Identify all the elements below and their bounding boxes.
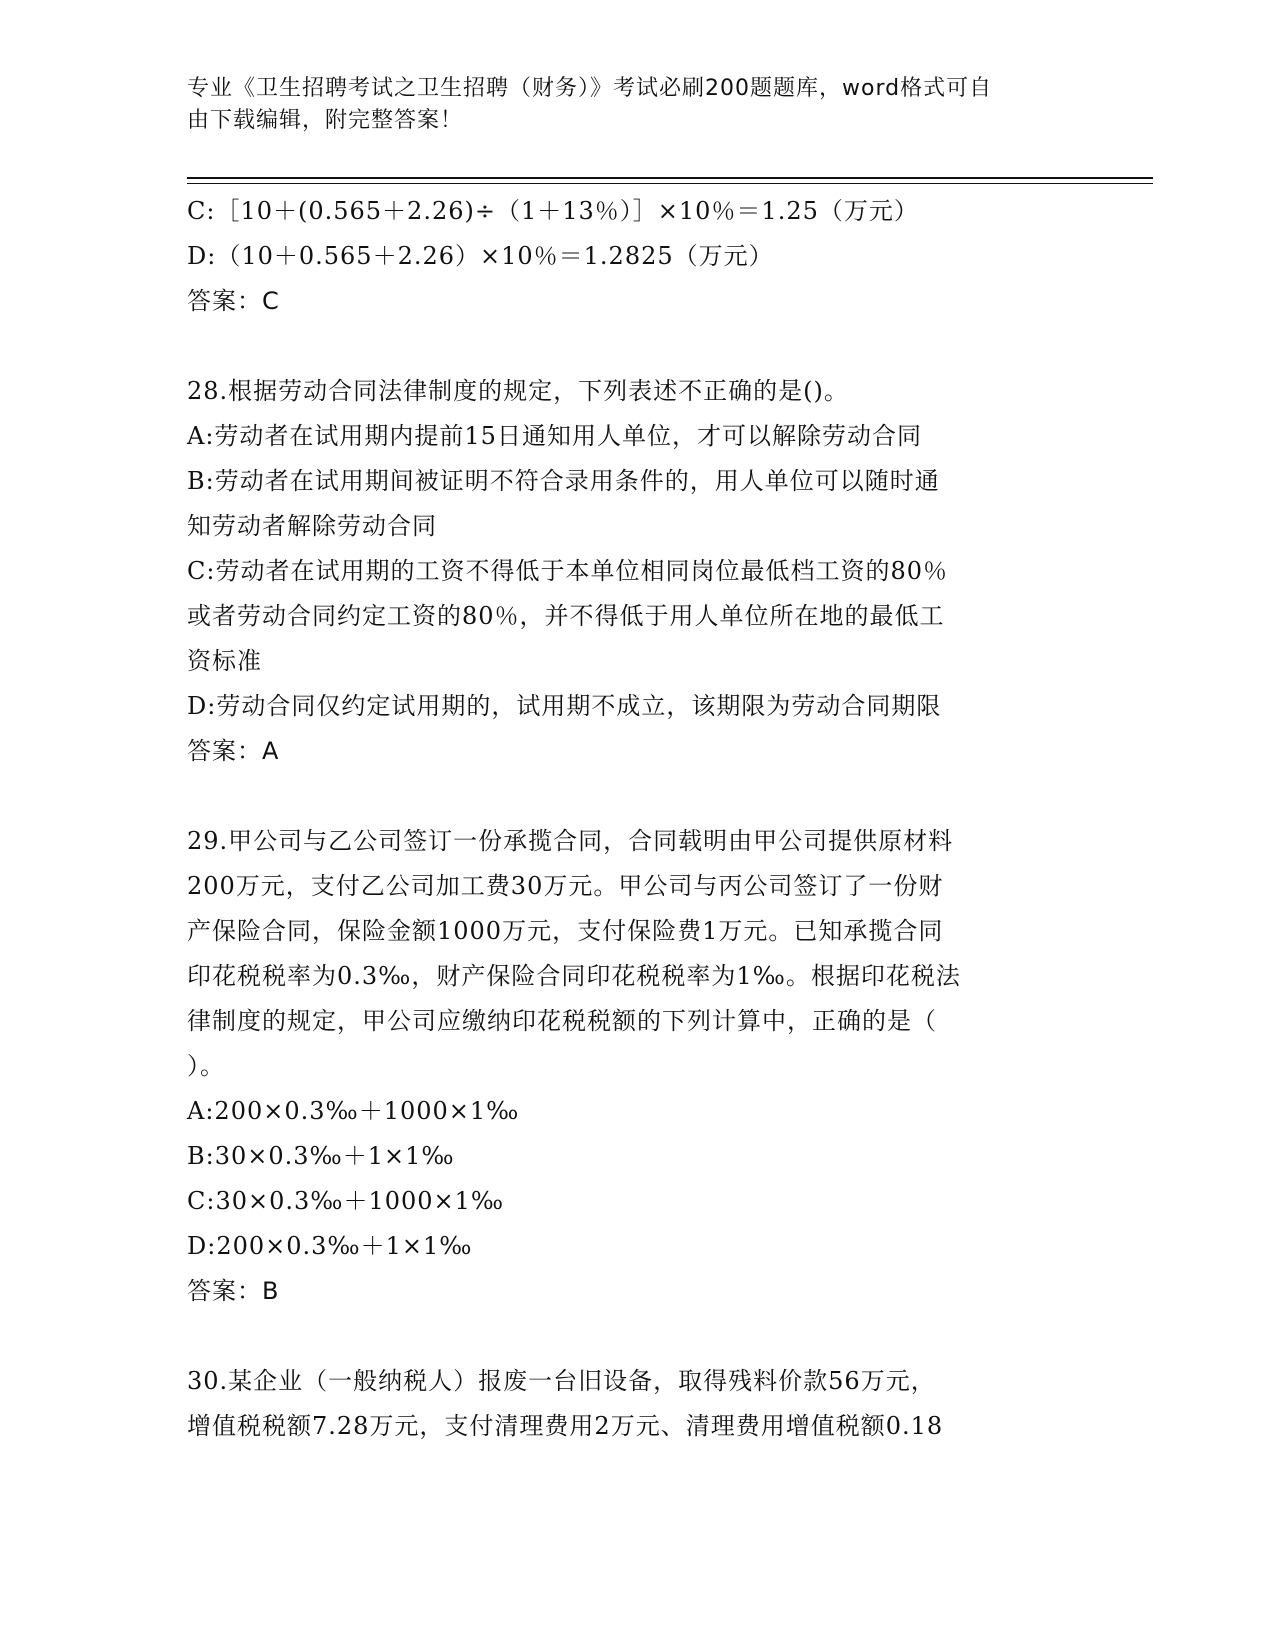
option-b-continued: 知劳动者解除劳动合同 [187,512,437,540]
question-text: 30.某企业（一般纳税人）报废一台旧设备，取得残料价款56万元， [187,1367,936,1395]
question-text-continued: 200万元，支付乙公司加工费30万元。甲公司与丙公司签订了一份财 [187,872,944,900]
option-c: C:劳动者在试用期的工资不得低于本单位相同岗位最低档工资的80％ [187,557,948,585]
header-divider-thick [187,177,1153,179]
option-a: A:200×0.3‰＋1000×1‰ [187,1097,520,1125]
question-text-continued: ）。 [187,1052,225,1080]
option-c-continued: 或者劳动合同约定工资的80％，并不得低于用人单位所在地的最低工 [187,602,945,630]
question-text-continued: 产保险合同，保险金额1000万元，支付保险费1万元。已知承揽合同 [187,917,944,945]
question-28 [187,369,1067,774]
spacer [187,774,1067,819]
question-30 [187,1359,1067,1449]
option-a: A:劳动者在试用期内提前15日通知用人单位，才可以解除劳动合同 [187,422,922,450]
answer-line: 答案：A [187,737,280,765]
question-text: 28.根据劳动合同法律制度的规定，下列表述不正确的是()。 [187,377,849,405]
spacer [187,324,1067,369]
option-d: D:劳动合同仅约定试用期的，试用期不成立，该期限为劳动合同期限 [187,692,942,720]
question-29 [187,819,1067,1314]
option-b: B:劳动者在试用期间被证明不符合录用条件的，用人单位可以随时通 [187,467,940,495]
question-text: 29.甲公司与乙公司签订一份承揽合同，合同载明由甲公司提供原材料 [187,827,954,855]
question-text-continued: 增值税税额7.28万元，支付清理费用2万元、清理费用增值税额0.18 [187,1412,944,1440]
document-body [187,189,1067,1449]
header-line-1: 专业《卫生招聘考试之卫生招聘（财务）》考试必刷200题题库，word格式可自 [187,76,993,101]
option-b: B:30×0.3‰＋1×1‰ [187,1142,455,1170]
option-c: C:30×0.3‰＋1000×1‰ [187,1187,505,1215]
question-text-continued: 印花税税率为0.3‰，财产保险合同印花税税率为1‰。根据印花税法 [187,962,961,990]
answer-line: 答案：C [187,287,280,315]
answer-line: 答案：B [187,1277,280,1305]
option-c-continued: 资标准 [187,647,262,675]
question-text-continued: 律制度的规定，甲公司应缴纳印花税税额的下列计算中，正确的是（ [187,1007,937,1035]
option-d: D:（10＋0.565＋2.26）×10％＝1.2825（万元） [187,242,774,270]
header-line-2: 由下载编辑，附完整答案！ [187,108,464,133]
spacer [187,1314,1067,1359]
document-header [187,73,1067,137]
header-divider-thin [187,183,1153,184]
option-d: D:200×0.3‰＋1×1‰ [187,1232,473,1260]
previous-question-tail [187,189,1067,324]
option-c: C:［10＋(0.565＋2.26)÷（1＋13％）］×10％＝1.25（万元） [187,197,919,225]
